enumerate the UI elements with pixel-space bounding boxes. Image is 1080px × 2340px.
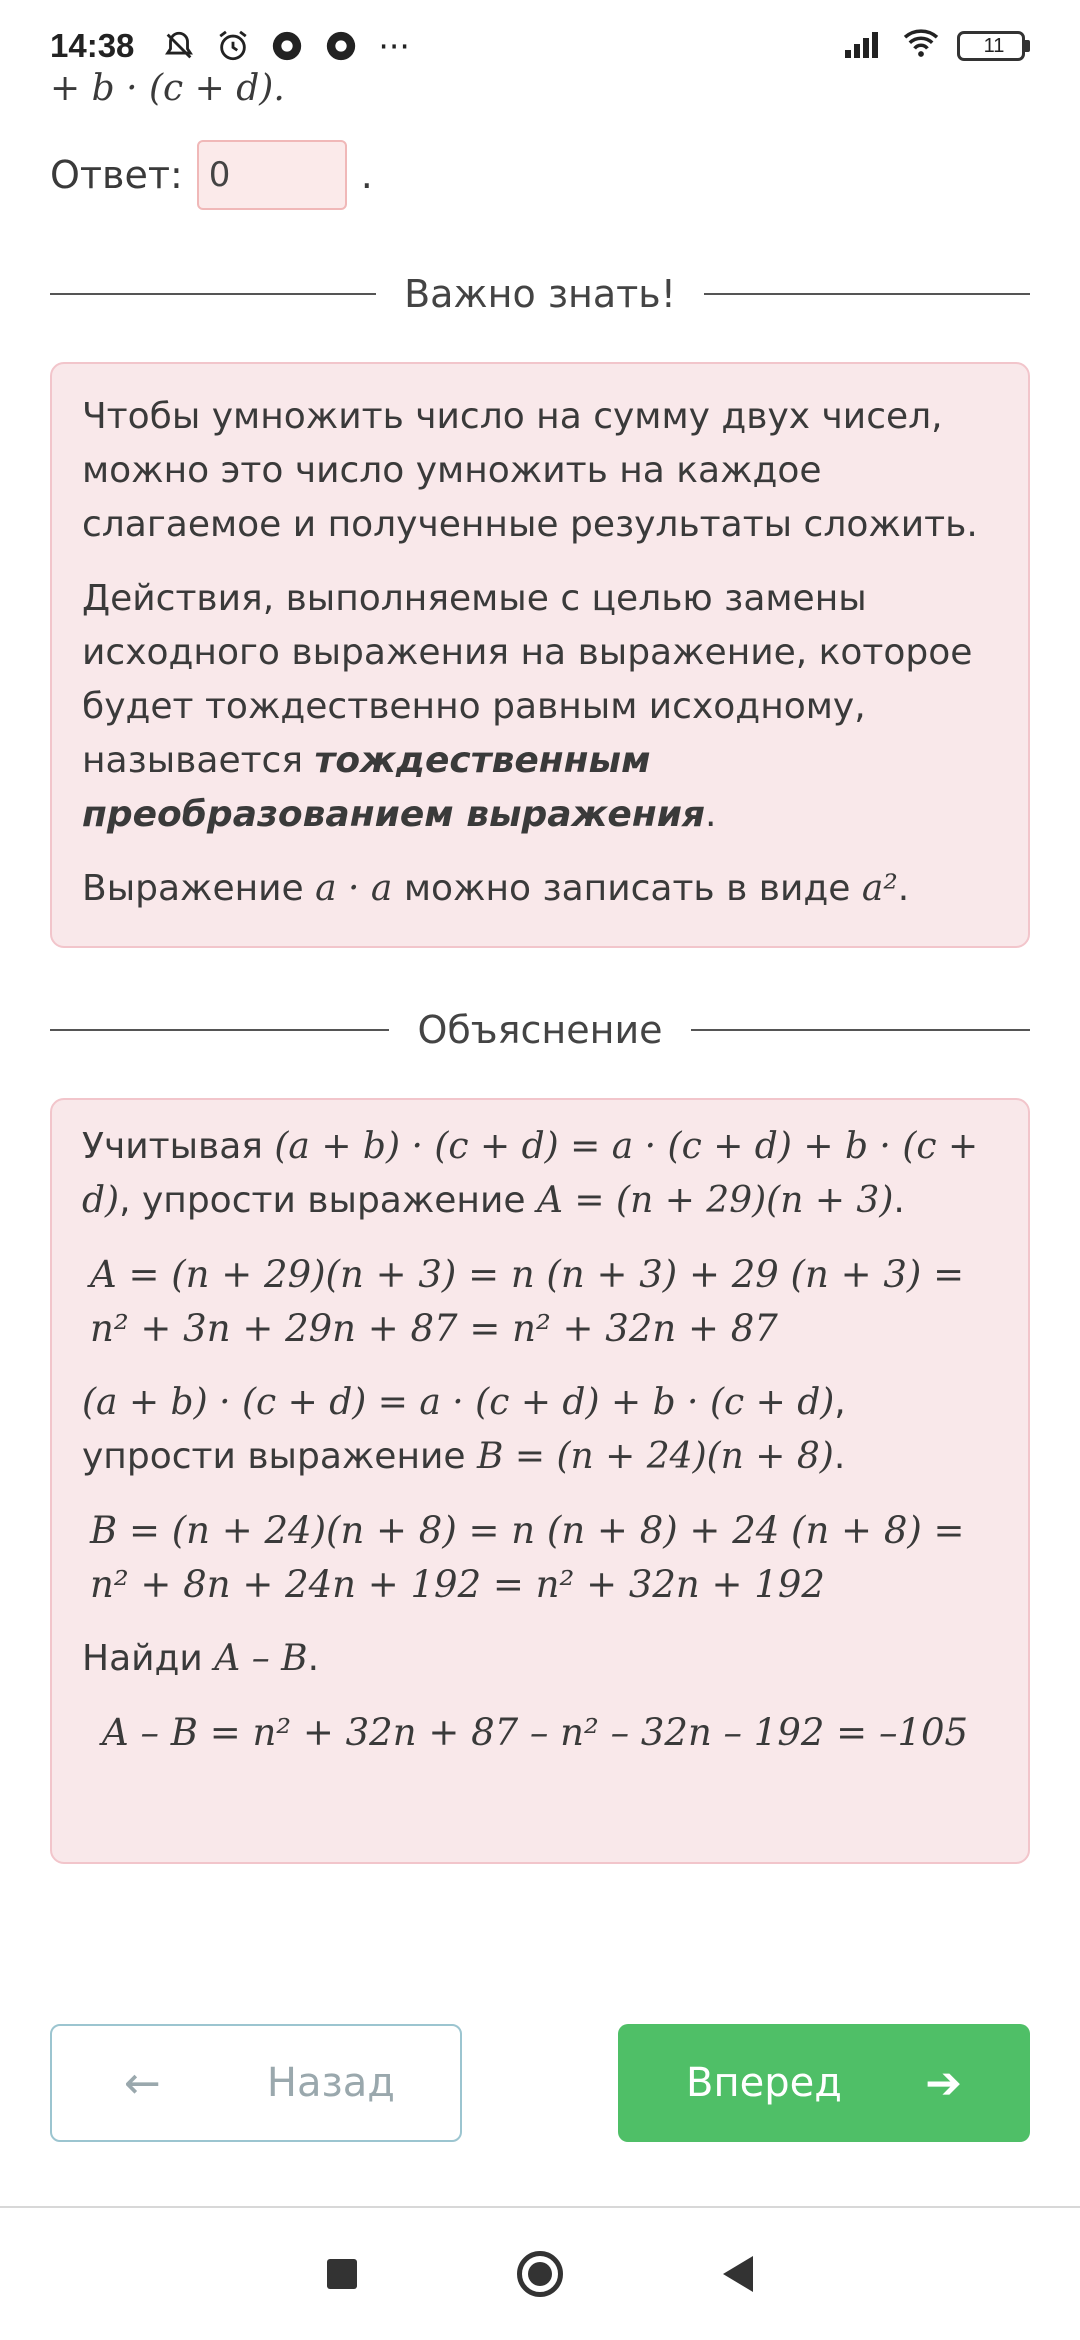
battery-icon bbox=[957, 31, 1030, 61]
important-para-3-end: . bbox=[897, 868, 910, 909]
answer-input[interactable] bbox=[197, 140, 347, 210]
step-3-end: . bbox=[307, 1638, 320, 1679]
explanation-step-2 bbox=[82, 1376, 998, 1484]
system-nav-bar bbox=[0, 2208, 1080, 2340]
signal-icon bbox=[845, 27, 885, 66]
important-box bbox=[50, 362, 1030, 948]
explanation-step-3 bbox=[82, 1632, 998, 1686]
status-time: 14:38 bbox=[50, 27, 135, 64]
important-divider bbox=[50, 272, 1030, 316]
step-2-identity: (a + b) · (c + d) = a · (c + d) + b · (c + d) bbox=[82, 1382, 835, 1423]
important-para-2 bbox=[82, 572, 998, 842]
step-2-expr: B = (n + 24)(n + 8) bbox=[476, 1436, 834, 1477]
important-term: тождественным преобразованием выражения bbox=[82, 740, 706, 835]
step-1-expr: A = (n + 29)(n + 3) bbox=[536, 1180, 894, 1221]
final-formula: A – B = n² + 32n + 87 – n² – 32n – 192 = –105 bbox=[102, 1711, 969, 1754]
important-para-3-text: Выражение bbox=[82, 868, 316, 909]
important-para-2-end: . bbox=[705, 794, 717, 835]
dnd-off-icon bbox=[162, 29, 196, 63]
formula-a-line-1: A = (n + 29)(n + 3) = n (n + 3) + 29 (n + 3) = bbox=[90, 1253, 965, 1296]
step-3-expr: A – B bbox=[214, 1638, 308, 1679]
alarm-icon bbox=[216, 29, 250, 63]
step-1-mid: , упрости выражение bbox=[119, 1180, 537, 1221]
important-para-2-text: Действия, выполняемые с целью замены исходного выражения на выражение, которое будет тождественно равным исходному, называется bbox=[82, 578, 973, 781]
important-power: a² bbox=[861, 868, 898, 909]
status-right bbox=[845, 26, 1030, 66]
explanation-box bbox=[50, 1098, 1030, 1864]
back-button[interactable] bbox=[50, 2024, 462, 2142]
important-para-3-mid: можно записать в виде bbox=[392, 868, 862, 909]
back-button-label: Назад bbox=[266, 2060, 395, 2106]
arrow-left-icon: ← bbox=[124, 2057, 161, 2109]
important-expr: a · a bbox=[315, 868, 393, 909]
more-icon: ··· bbox=[378, 26, 410, 66]
formula-b-line-1: B = (n + 24)(n + 8) = n (n + 8) + 24 (n + 8) = bbox=[90, 1509, 965, 1552]
step-2-mid: , упрости выражение bbox=[82, 1382, 846, 1477]
arrow-right-icon: ➔ bbox=[925, 2057, 962, 2109]
chrome-icon bbox=[324, 29, 358, 63]
step-1-prefix: Учитывая bbox=[82, 1126, 275, 1167]
answer-label: Ответ: bbox=[50, 153, 183, 197]
explanation-step-1 bbox=[82, 1120, 998, 1228]
step-1-identity: (a + b) · (c + d) = a · (c + d) + b · (c + d) bbox=[82, 1126, 979, 1221]
recents-icon[interactable] bbox=[327, 2259, 357, 2289]
formula-a-line-2: n² + 3n + 29n + 87 = n² + 32n + 87 bbox=[90, 1307, 778, 1350]
formula-b-line-2: n² + 8n + 24n + 192 = n² + 32n + 192 bbox=[90, 1563, 825, 1606]
battery-level: 11 bbox=[983, 34, 1005, 57]
back-nav-icon[interactable] bbox=[723, 2256, 753, 2292]
formula-b bbox=[82, 1504, 998, 1612]
task-text-fragment: + b · (c + d). bbox=[50, 68, 285, 109]
next-button-label: Вперед bbox=[686, 2060, 842, 2106]
important-para-3 bbox=[82, 862, 998, 916]
explanation-divider bbox=[50, 1008, 1030, 1052]
explanation-title: Объяснение bbox=[417, 1008, 663, 1052]
answer-suffix: . bbox=[360, 153, 373, 197]
step-2-end: . bbox=[833, 1436, 846, 1477]
important-title: Важно знать! bbox=[404, 272, 676, 316]
next-button[interactable] bbox=[618, 2024, 1030, 2142]
important-para-1: Чтобы умножить число на сумму двух чисел, можно это число умножить на каждое слагаемое и полученные результаты сложить. bbox=[82, 396, 978, 545]
answer-row bbox=[50, 140, 373, 210]
step-3-prefix: Найди bbox=[82, 1638, 215, 1679]
step-1-end: . bbox=[893, 1180, 905, 1221]
home-icon[interactable] bbox=[517, 2251, 563, 2297]
chrome-icon bbox=[270, 29, 304, 63]
formula-a bbox=[82, 1248, 998, 1356]
wifi-icon bbox=[901, 26, 941, 66]
